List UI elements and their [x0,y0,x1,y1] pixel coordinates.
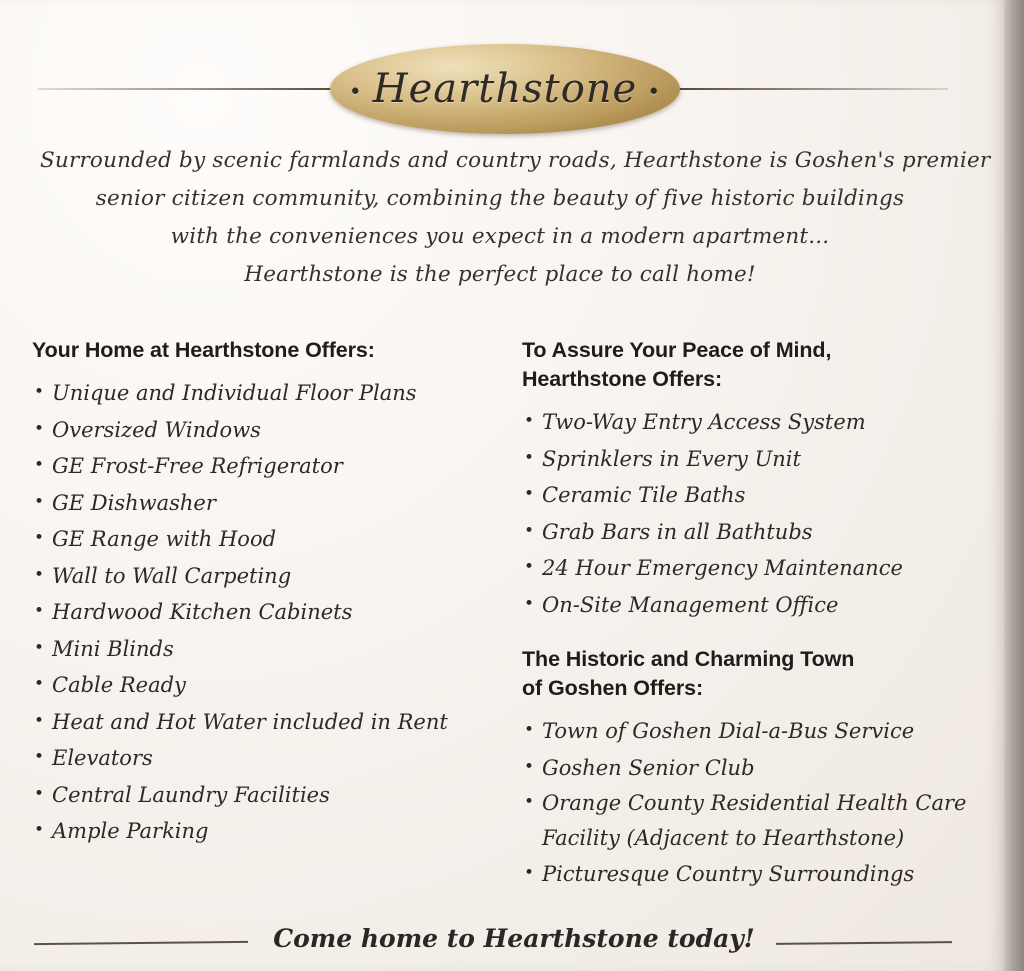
list-item: • Hardwood Kitchen Cabinets [32,594,502,631]
list-item: • Elevators [32,740,502,777]
list-item: • Goshen Senior Club [522,750,972,787]
list-item: • Grab Bars in all Bathtubs [522,514,972,551]
list-item: • GE Frost-Free Refrigerator [32,448,502,485]
intro-line-4: Hearthstone is the perfect place to call home! [244,262,756,287]
list-item: • Ample Parking [32,813,502,850]
logo-text-wrapper [339,66,671,112]
list-item: • Central Laundry Facilities [32,777,502,814]
footer-rule-right [776,941,952,945]
section-title-line1: To Assure Your Peace of Mind, [522,338,832,362]
list-item: • Orange County Residential Health Care Facility (Adjacent to Hearthstone) [522,786,972,856]
logo-ornament-right-icon: • [647,79,662,105]
list-item: • Unique and Individual Floor Plans [32,375,502,412]
list-item: • GE Range with Hood [32,521,502,558]
intro-line-2: senior citizen community, combining the beauty of five historic buildings [95,186,905,211]
list-item: • Mini Blinds [32,631,502,668]
list-town-of-goshen [522,713,972,893]
hearthstone-logo [330,44,680,134]
footer-tagline: Come home to Hearthstone today! [273,924,755,953]
column-left [32,336,502,850]
section-title-peace-of-mind [522,336,972,394]
section-title-line2: Hearthstone Offers: [522,367,722,391]
section-title-line1: The Historic and Charming Town [522,647,855,671]
list-item: • Town of Goshen Dial-a-Bus Service [522,713,972,750]
list-item: • Sprinklers in Every Unit [522,441,972,478]
list-item: • GE Dishwasher [32,485,502,522]
section-title-home-features [32,336,502,365]
list-item: • Heat and Hot Water included in Rent [32,704,502,741]
list-item: • Two-Way Entry Access System [522,404,972,441]
column-right [522,336,972,893]
brochure-footer [0,906,1004,971]
list-item: • Cable Ready [32,667,502,704]
logo-ornament-left-icon: • [348,79,363,105]
list-item: • Wall to Wall Carpeting [32,558,502,595]
intro-line-1: Surrounded by scenic farmlands and country roads, Hearthstone is Goshen's premier [40,148,991,173]
page-edge-shadow [1004,0,1024,971]
list-home-features [32,375,502,850]
intro-paragraph [40,142,991,294]
header-rule-right [676,88,948,90]
section-title-line2: of Goshen Offers: [522,676,704,700]
section-title-town-of-goshen [522,645,972,703]
logo-name: Hearthstone [372,66,638,112]
section-title-line1: Your Home at Hearthstone Offers: [32,338,375,362]
footer-rule-left [34,941,248,945]
list-peace-of-mind [522,404,972,623]
list-item: • Ceramic Tile Baths [522,477,972,514]
features-columns [0,336,1004,886]
list-item: • On-Site Management Office [522,587,972,624]
brochure-header [0,18,1004,134]
list-item: • Oversized Windows [32,412,502,449]
section-spacer [522,623,972,645]
list-item: • 24 Hour Emergency Maintenance [522,550,972,587]
header-rule-left [38,88,338,90]
list-item: • Picturesque Country Surroundings [522,856,972,893]
intro-line-3: with the conveniences you expect in a modern apartment... [170,224,830,249]
